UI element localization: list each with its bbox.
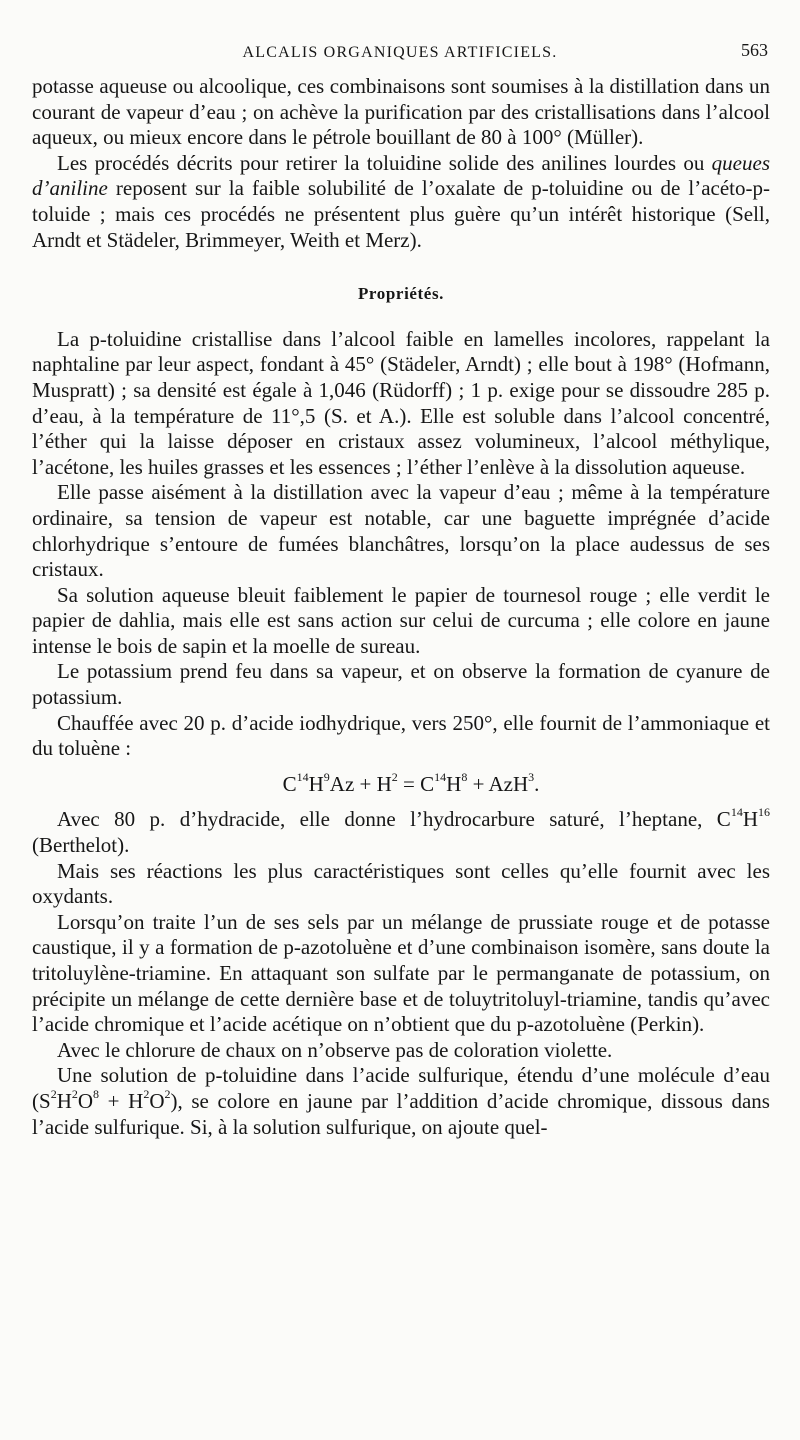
paragraph-8-start: Avec 80 p. d’hydracide, elle donne l’hydrocarbure saturé, l’heptane, C — [57, 807, 731, 832]
formula-part: + H — [99, 1088, 144, 1113]
running-title: ALCALIS ORGANIQUES ARTIFICIELS. — [242, 44, 558, 61]
paragraph-11: Avec le chlorure de chaux on n’observe pas de coloration violette. — [57, 1037, 613, 1062]
formula-sup: 2 — [50, 1086, 57, 1101]
paragraph-4: Elle passe aisément à la distillation avec la vapeur d’eau ; même à la température ordinaire, sa tension de vapeur est notable, car une baguette imprégnée d’acide chlorhydrique s’entoure de fumées blanchâtres, lorsqu’on la place audessus de ses cristaux. — [32, 480, 770, 582]
paragraph-12 — [32, 1063, 770, 1140]
body-text — [32, 74, 770, 1140]
formula-part: O — [77, 1088, 94, 1113]
page-number: 563 — [741, 40, 768, 60]
paragraph-1: potasse aqueuse ou alcoolique, ces combinaisons sont soumises à la distillation dans un courant de vapeur d’eau ; on achève la purification par des cristallisations dans l’alcool aqueux, ou mieux encore dans le pétrole bouillant de 80 à 100° (Müller). — [32, 74, 770, 150]
eq-part: H — [308, 771, 324, 796]
eq-sup: 8 — [461, 769, 468, 784]
eq-part: Az + H — [329, 771, 392, 796]
eq-part: = C — [397, 771, 435, 796]
section-heading: Propriétés. — [357, 284, 445, 304]
paragraph-2 — [32, 151, 770, 253]
paragraph-2-end: reposent sur la faible solubilité de l’oxalate de p-toluidine ou de l’acéto-p-toluide ; mais ces procédés ne présentent plus guère qu’un intérêt historique (Sell, Arndt et Städeler, Brimmeyer, Weith et Merz). — [32, 176, 770, 252]
eq-part: H — [446, 771, 462, 796]
paragraph-8-end: (Berthelot). — [32, 833, 130, 858]
formula-sup: 14 — [730, 805, 743, 820]
eq-sup: 14 — [434, 769, 447, 784]
paragraph-10: Lorsqu’on traite l’un de ses sels par un mélange de prussiate rouge et de potasse caustique, il y a formation de p-azotoluène et d’une combinaison isomère, sans doute la tritoluylène-triamine. En attaquant son sulfate par le permanganate de potassium, on précipite un mélange de cette dernière base et de toluytritoluyl-triamine, tandis qu’avec l’acide chromique et l’acide acétique on n’obtient que du p-azotoluène (Perkin). — [32, 909, 770, 1037]
formula-sup: 2 — [164, 1086, 171, 1101]
paragraph-8 — [32, 807, 770, 858]
formula-part: H — [56, 1088, 72, 1113]
eq-sup: 14 — [296, 769, 309, 784]
formula-sup: 16 — [758, 805, 770, 820]
eq-part: C — [282, 771, 297, 796]
paragraph-12-end: ), se colore en jaune par l’addition d’acide chromique, dissous dans l’acide sulfurique. Si, à la solution sulfurique, on ajoute quel- — [32, 1088, 770, 1139]
paragraph-5: Sa solution aqueuse bleuit faiblement le papier de tournesol rouge ; elle verdit le papier de dahlia, mais elle est sans action sur celui de curcuma ; elle colore en jaune intense le bois de sapin et la moelle de sureau. — [32, 582, 770, 658]
paragraph-3: La p-toluidine cristallise dans l’alcool faible en lamelles incolores, rappelant la naphtaline par leur aspect, fondant à 45° (Städeler, Arndt) ; elle bout à 198° (Hofmann, Muspratt) ; sa densité est égale à 1,046 (Rüdorff) ; 1 p. exige pour se dissoudre 285 p. d’eau, à la température de 11°,5 (S. et A.). Elle est soluble dans l’alcool concentré, l’éther qui la laisse déposer en cristaux assez volumineux, l’alcool méthylique, l’acétone, les huiles grasses et les essences ; l’éther l’enlève à la dissolution aqueuse. — [32, 326, 770, 479]
formula-sup: 2 — [71, 1086, 78, 1101]
chemical-equation — [52, 769, 770, 798]
eq-part: . — [534, 771, 540, 796]
eq-sup: 3 — [528, 769, 535, 784]
formula-part: H — [742, 807, 758, 832]
eq-sup: 9 — [323, 769, 330, 784]
formula-part: O — [149, 1088, 165, 1113]
running-head — [32, 38, 768, 64]
paragraph-7: Chauffée avec 20 p. d’acide iodhydrique, vers 250°, elle fournit de l’ammoniaque et du toluène : — [32, 710, 770, 761]
eq-sup: 2 — [391, 769, 398, 784]
paragraph-9: Mais ses réactions les plus caractéristiques sont celles qu’elle fournit avec les oxydants. — [32, 858, 770, 909]
formula-sup: 2 — [143, 1086, 150, 1101]
formula-sup: 8 — [93, 1086, 100, 1101]
eq-part: + AzH — [467, 771, 529, 796]
paragraph-2-italic-term: queues d’aniline — [32, 150, 770, 201]
paragraph-2-start: Les procédés décrits pour retirer la toluidine solide des anilines lourdes ou — [57, 150, 712, 175]
paragraph-12-start: Une solution de p-toluidine dans l’acide sulfurique, étendu d’une molécule d’eau (S — [32, 1063, 770, 1113]
paragraph-6: Le potassium prend feu dans sa vapeur, et on observe la formation de cyanure de potassium. — [32, 659, 770, 710]
